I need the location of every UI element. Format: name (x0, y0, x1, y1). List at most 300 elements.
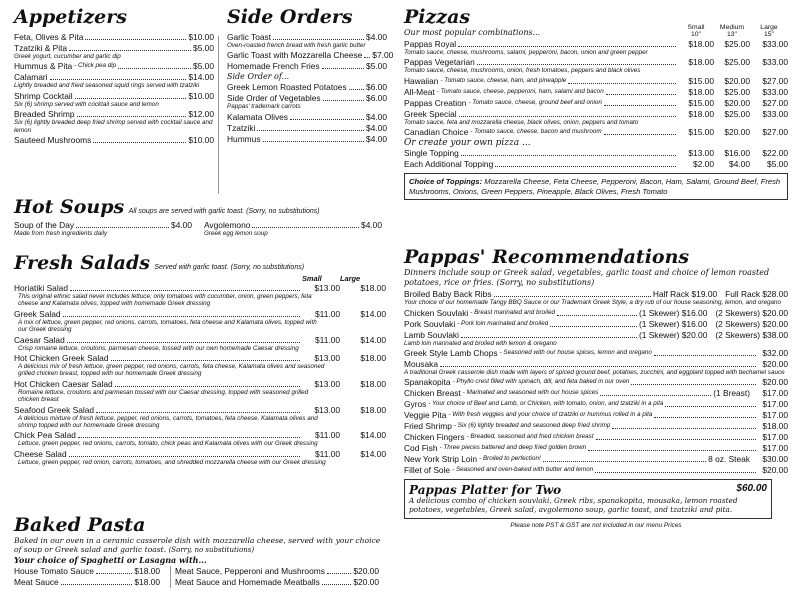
item-price: $10.00 (188, 32, 214, 42)
side-order-subhead: Side Order of... (227, 72, 290, 82)
pizza-item (404, 57, 788, 74)
leader-dots (477, 64, 676, 65)
pizza-price-medium: $4.00 (729, 159, 750, 170)
menu-item (14, 61, 214, 71)
salad-desc: A delicious mix of fresh lettuce, green pepper, red onions, carrots, feta cheese, Kalamata olives and seasoned grilled chicken breast, topped with our homemade Greek dressing (18, 363, 325, 378)
menu-item-row (227, 32, 387, 42)
leader-dots (557, 315, 637, 316)
menu-item-row (14, 109, 214, 119)
item-price: $4.00 (366, 111, 387, 122)
menu-item (227, 32, 387, 49)
menu-item-row (14, 566, 160, 576)
leader-dots (115, 386, 300, 387)
pizza-name: All-Meat (404, 86, 435, 97)
pizza-row (404, 159, 788, 169)
rec-name: Fried Shrimp (404, 421, 452, 432)
pizza-row (404, 39, 788, 49)
salad-name: Horiatiki Salad (14, 283, 68, 293)
leader-dots (459, 116, 676, 117)
leader-dots (118, 68, 191, 69)
rec-option-b: $20.00 (762, 377, 788, 388)
recommendation-item (404, 421, 788, 431)
item-name: Garlic Toast with Mozzarella Cheese (227, 50, 363, 61)
menu-item-row (14, 577, 160, 587)
pizza-name: Greek Special (404, 108, 457, 119)
rec-option-a: (1 Skewer) $20.00 (638, 329, 708, 340)
recommendations-intro: Dinners include soup or Greek salad, vegetables, garlic toast and choice of lemon roasted potatoes, rice or fries. (Sorry, no substitutions) (404, 268, 770, 287)
salad-item (14, 430, 386, 447)
menu-item-row (227, 123, 387, 133)
item-desc: Pappas' trademark carrots (227, 103, 301, 111)
salad-small-price: $13.00 (314, 404, 340, 415)
pizza-item (404, 98, 788, 108)
item-price: $14.00 (188, 72, 214, 83)
leader-dots (461, 337, 637, 338)
menu-item (175, 577, 379, 587)
recommendation-row (404, 359, 788, 369)
leader-dots (604, 105, 676, 106)
salad-small-price: $11.00 (315, 430, 340, 441)
recommendation-row (404, 399, 788, 409)
pizza-item (404, 76, 788, 86)
item-price: $5.00 (193, 61, 214, 72)
leader-dots (543, 461, 706, 462)
rec-inline-desc: - With fresh veggies and your choice of tzatziki or hummus rolled in a pita (448, 411, 653, 419)
recommendation-row (404, 308, 788, 318)
salad-small-price: $13.00 (314, 353, 340, 364)
pizza-price-large: $27.00 (762, 127, 788, 138)
recommendation-item (404, 399, 788, 409)
salad-small-price: $11.00 (315, 308, 340, 319)
item-price: $18.00 (134, 566, 160, 576)
recommendation-row (404, 330, 788, 340)
recommendation-row (404, 410, 788, 420)
rec-option-a: (1 Skewer) $16.00 (638, 318, 708, 329)
right-column (404, 6, 788, 596)
appetizers-section (14, 6, 214, 146)
recommendation-row (404, 443, 788, 453)
pizza-price-medium: $25.00 (724, 57, 750, 68)
rec-option-b: $17.00 (762, 399, 788, 410)
rec-inline-desc: - Six (6) lightly breaded and seasoned deep fried shrimp (453, 422, 611, 430)
leader-dots (568, 83, 676, 84)
leader-dots (596, 439, 756, 440)
menu-item (14, 109, 214, 134)
salad-name: Greek Salad (14, 308, 61, 319)
rec-inline-desc: - Breaded, seasoned and fried chicken breast (466, 433, 594, 441)
size-medium-col: Medium 13" (719, 24, 745, 38)
salad-small-price: $11.00 (315, 448, 340, 459)
salad-large-price: $14.00 (360, 334, 386, 345)
rec-option-b: $18.00 (762, 421, 788, 432)
salad-small-price: $13.00 (314, 378, 340, 389)
salad-desc: A mix of lettuce, green pepper, red onions, carrots, tomatoes, feta cheese and Kalamata olives, topped with our Greek dressing (18, 318, 317, 334)
rec-name: Chicken Souvlaki (404, 307, 469, 318)
item-name: Greek Lemon Roasted Potatoes (227, 82, 347, 93)
pizza-name: Pappas Royal (404, 39, 457, 49)
recommendation-item (404, 377, 788, 387)
leader-dots (665, 406, 756, 407)
salad-desc: This original ethnic salad never includes lettuce; only tomatoes with cucumber, onion, green peppers, feta cheese and Kalamata olives, topped with homemade Greek dressing (18, 293, 312, 308)
item-name: Meat Sauce, Pepperoni and Mushrooms (175, 566, 325, 576)
leader-dots (263, 141, 365, 142)
pizza-desc: Tomato sauce, cheese, mushrooms, onion, fresh tomatoes, peppers and black olives (404, 67, 641, 75)
leader-dots (61, 584, 133, 585)
pizza-name: Hawaiian (404, 75, 439, 86)
rec-desc: Lamb loin marinated and broiled with lemon & oregano (404, 339, 557, 347)
rec-name: New York Strip Loin (404, 454, 478, 465)
menu-item-row (227, 112, 387, 122)
recommendation-item (404, 432, 788, 442)
leader-dots (440, 366, 756, 367)
toppings-list: Mozzarella Cheese, Feta Cheese, Pepperoni, Bacon, Ham, Salami, Ground Beef, Fresh Mushrooms, Onions, Green Peppers, Pineapple, Black Olives, Fresh Tomato (409, 177, 781, 196)
rec-name: Cod Fish (404, 443, 438, 454)
leader-dots (322, 584, 352, 585)
pizza-price-small: $15.00 (688, 75, 714, 86)
pizza-desc: Tomato sauce, cheese, mushrooms, salami, pepperoni, bacon, onion and green pepper (404, 49, 648, 56)
menu-item-row (175, 577, 379, 587)
leader-dots (75, 98, 187, 99)
rec-inline-desc: - Your choice of Beef and Lamb, or Chicken, with tomato, onion, and tzatziki in a pita (428, 400, 664, 408)
rec-option-b: $17.00 (762, 388, 788, 399)
pizza-price-small: $18.00 (688, 39, 714, 49)
item-price: $6.00 (366, 93, 387, 104)
soup-row (204, 220, 382, 230)
rec-name: Greek Style Lamb Chops (404, 348, 498, 358)
recommendation-row (404, 465, 788, 475)
menu-item-row (227, 61, 387, 71)
pizza-name: Canadian Choice (404, 127, 469, 138)
divider (218, 36, 219, 194)
pizza-inline-desc: - Tomato sauce, cheese, ground beef and onion (468, 98, 602, 106)
item-price: $20.00 (353, 577, 379, 587)
pizza-price-medium: $20.00 (724, 127, 750, 138)
item-name: Garlic Toast (227, 32, 272, 42)
pizza-row (404, 127, 788, 137)
recommendation-item (404, 388, 788, 398)
item-price: $5.00 (193, 43, 214, 53)
rec-name: Chicken Breast (404, 388, 461, 399)
leader-dots (69, 50, 191, 51)
pizzas-subtitle: Our most popular combinations... (404, 28, 541, 37)
menu-item (14, 135, 214, 145)
tax-note: Please note PST & GST are not included in our menu Prices (510, 521, 682, 529)
baked-pasta-note: (Sorry, no substitutions) (168, 546, 255, 554)
size-small-col: Small 10" (687, 24, 705, 38)
salad-small-price: $11.00 (315, 334, 340, 345)
recommendation-row (404, 348, 788, 358)
leader-dots (494, 296, 651, 297)
recommendation-item (404, 443, 788, 453)
leader-dots (364, 57, 370, 58)
item-price: $7.00 (372, 50, 394, 61)
salad-desc: Crisp romaine lettuce, croutons, parmesan cheese, tossed with our own homemade Caesar dressing (18, 344, 299, 352)
recommendation-row (404, 289, 788, 299)
pizza-price-large: $5.00 (767, 159, 788, 170)
pizza-price-small: $18.00 (688, 57, 714, 68)
pizza-price-small: $13.00 (688, 148, 714, 159)
rec-option-b: $17.00 (762, 410, 788, 421)
menu-item-row (14, 135, 214, 145)
pizza-price-large: $27.00 (762, 97, 788, 108)
menu-item (14, 43, 214, 60)
salad-desc: Romaine lettuce, croutons and parmesan tossed with our Caesar dressing, topped with seasoned grilled chicken breast (18, 388, 309, 404)
recommendation-item (404, 359, 788, 376)
fresh-salads-title: Fresh Salads (14, 252, 150, 274)
leader-dots (76, 227, 169, 228)
pizza-desc: Tomato sauce, feta and mozzarella cheese, black olives, onion, peppers and tomato (404, 118, 639, 126)
recommendation-item (404, 289, 788, 306)
item-price: $4.00 (366, 133, 387, 144)
pizza-name: Each Additional Topping (404, 159, 494, 170)
rec-name: Lamb Souvlaki (404, 329, 459, 340)
item-name: Shrimp Cocktail (14, 90, 73, 101)
menu-item (227, 134, 387, 144)
leader-dots (78, 437, 300, 438)
pizza-item (404, 127, 788, 137)
leader-dots (96, 573, 132, 574)
pizza-item (404, 39, 788, 56)
platter-title: Pappas Platter for Two (409, 483, 562, 498)
salad-row (14, 379, 386, 389)
rec-option-a: (1 Breast) (713, 388, 750, 399)
fresh-salads-note: Served with garlic toast. (Sorry, no substitutions) (154, 264, 305, 271)
platter-desc: A delicious combo of chicken souvlaki, Greek ribs, spanakopita, mousaka, lemon roasted potatoes, vegetables, Greek salad, avgolemono soup, garlic toast, and tzatziki and pita. (409, 496, 738, 514)
rec-inline-desc: - Broiled to perfection! (479, 455, 541, 463)
salad-size-small: Small (302, 274, 322, 283)
menu-item-row (175, 566, 379, 576)
pizza-price-medium: $16.00 (724, 148, 750, 159)
menu-item (227, 61, 387, 71)
pizza-row (404, 98, 788, 108)
pizza-row (404, 57, 788, 67)
pizza-name: Pappas Creation (404, 97, 467, 108)
platter-box (404, 479, 772, 518)
item-inline-desc: - Chick pea dip (74, 62, 117, 70)
item-name: Tzatziki (227, 122, 256, 133)
pizza-price-small: $2.00 (693, 159, 714, 170)
rec-inline-desc: - Pork loin marinated and broiled (457, 319, 549, 327)
side-orders-title: Side Orders (227, 6, 353, 28)
pizza-price-medium: $25.00 (724, 108, 750, 119)
salad-row (14, 449, 386, 459)
baked-pasta-section (14, 514, 386, 588)
pizza-row (404, 76, 788, 86)
platter-price: $60.00 (736, 483, 767, 495)
pizza-inline-desc: - Tomato sauce, cheese, bacon and mushroom (470, 128, 602, 136)
soup-desc: Greek egg lemon soup (204, 230, 268, 237)
leader-dots (588, 450, 756, 451)
rec-inline-desc: - Seasoned and oven-baked with butter and lemon (452, 466, 594, 474)
pizza-item (404, 87, 788, 97)
hot-soups-title: Hot Soups (14, 196, 125, 218)
rec-option-b: $17.00 (762, 432, 788, 443)
recommendation-item (404, 348, 788, 358)
menu-item-row (14, 43, 214, 53)
leader-dots (595, 472, 756, 473)
pizza-price-large: $33.00 (762, 57, 788, 68)
salad-desc: A delicious mixture of fresh lettuce, pepper, red onions, carrots, tomatoes, feta cheese, Kalamata olives and shrimp topped with our homemade Greek dressing (18, 414, 318, 430)
salad-name: Hot Chicken Greek Salad (14, 353, 109, 364)
menu-item-row (227, 50, 394, 61)
recommendation-row (404, 421, 788, 431)
item-name: Tzatziki & Pita (14, 43, 68, 53)
item-price: $20.00 (353, 566, 379, 576)
leader-dots (85, 39, 186, 40)
rec-desc: Your choice of our homemade Tangy BBQ Sauce or our Trademark Greek Style, a dry rub of our house seasoning, lemon, and oregano (404, 299, 781, 307)
recommendation-row (404, 377, 788, 387)
salad-desc: Lettuce, green pepper, red onions, carrots, tomato, chick peas and Kalamata olives with our Greek dressing (18, 440, 318, 448)
salad-large-price: $18.00 (360, 378, 386, 389)
salad-item (14, 309, 386, 334)
pizza-price-small: $18.00 (688, 86, 714, 97)
leader-dots (50, 79, 187, 80)
leader-dots (604, 134, 676, 135)
menu-item-row (227, 93, 387, 103)
leader-dots (606, 94, 676, 95)
soup-price: $4.00 (361, 220, 382, 230)
recommendations-title: Pappas' Recommendations (404, 246, 690, 268)
leader-dots (612, 428, 756, 429)
recommendation-item (404, 465, 788, 475)
leader-dots (600, 395, 711, 396)
fresh-salads-section (14, 252, 386, 467)
pizza-price-medium: $20.00 (724, 97, 750, 108)
rec-option-a: (1 Skewer) $16.00 (638, 307, 708, 318)
salad-name: Caesar Salad (14, 334, 65, 345)
pizza-name: Single Topping (404, 148, 459, 159)
recommendation-item (404, 330, 788, 347)
item-price: $12.00 (188, 109, 214, 120)
rec-option-b: $20.00 (762, 359, 788, 369)
rec-name: Gyros (404, 399, 427, 410)
rec-option-b: (2 Skewers) $20.00 (715, 318, 788, 329)
toppings-box (404, 173, 788, 200)
rec-inline-desc: - Three pieces battered and deep fried golden brown (439, 444, 587, 452)
rec-option-b: $20.00 (762, 465, 788, 476)
leader-dots (67, 342, 300, 343)
salad-item (14, 449, 386, 466)
menu-item-row (227, 82, 387, 92)
pizza-price-medium: $25.00 (724, 39, 750, 49)
baked-pasta-title: Baked Pasta (14, 514, 146, 536)
salad-size-large: Large (340, 274, 361, 283)
leader-dots (111, 360, 301, 361)
rec-option-b: (2 Skewers) $38.00 (715, 329, 788, 340)
menu-item-row (14, 32, 214, 42)
pizza-price-medium: $25.00 (724, 86, 750, 97)
salad-name: Cheese Salad (14, 448, 67, 459)
leader-dots (69, 456, 300, 457)
pizzas-section (404, 6, 788, 200)
rec-name: Chicken Fingers (404, 432, 465, 443)
rec-inline-desc: - Breast marinated and broiled (470, 308, 555, 316)
pizza-inline-desc: - Tomato sauce, cheese, pepperoni, ham, salami and bacon (436, 87, 604, 95)
item-price: $4.00 (366, 122, 387, 133)
menu-item (227, 93, 387, 110)
menu-item-row (227, 134, 387, 144)
item-name: Side Order of Vegetables (227, 93, 321, 104)
soup-name: Soup of the Day (14, 220, 75, 230)
pizza-row (404, 148, 788, 158)
rec-option-a: 8 oz. Steak (708, 454, 750, 465)
pizza-price-large: $27.00 (762, 75, 788, 86)
leader-dots (322, 68, 364, 69)
leader-dots (461, 155, 676, 156)
leader-dots (63, 316, 300, 317)
left-column (14, 6, 394, 596)
salad-large-price: $18.00 (360, 283, 386, 293)
leader-dots (70, 290, 300, 291)
pizza-item (404, 159, 788, 169)
pizza-price-small: $15.00 (688, 97, 714, 108)
menu-item-row (14, 72, 214, 82)
item-name: Feta, Olives & Pita (14, 32, 84, 42)
soup-price: $4.00 (171, 220, 192, 230)
side-orders-section (227, 6, 394, 145)
baked-pasta-intro: Baked in our oven in a ceramic casserole dish with mozzarella cheese, served with your choice of soup or Greek salad and garlic toast. (14, 536, 381, 554)
leader-dots (349, 89, 364, 90)
salad-small-price: $13.00 (314, 283, 340, 293)
pizza-price-large: $22.00 (762, 148, 788, 159)
leader-dots (96, 412, 300, 413)
salad-row (14, 430, 386, 440)
leader-dots (93, 142, 186, 143)
item-name: Meat Sauce and Homemade Meatballs (175, 577, 320, 587)
recommendations-section (404, 246, 788, 529)
rec-name: Pork Souvlaki (404, 318, 456, 329)
salad-row (14, 405, 386, 415)
item-name: Homemade French Fries (227, 61, 320, 72)
salad-row (14, 283, 386, 293)
recommendation-item (404, 308, 788, 318)
salad-item (14, 405, 386, 430)
menu-item (175, 566, 379, 576)
rec-inline-desc: - Seasoned with our house spices, lemon and oregano (499, 349, 652, 356)
item-name: Breaded Shrimp (14, 109, 75, 120)
rec-inline-desc: - Phyllo crest filled with spinach, dill, and feta baked in our oven (452, 378, 630, 386)
item-name: Hummus & Pita (14, 61, 73, 72)
item-price: $6.00 (366, 82, 387, 93)
item-price: $4.00 (366, 32, 387, 42)
rec-option-b: $17.00 (762, 443, 788, 454)
item-desc: Six (6) shrimp served with cocktail sauce and lemon (14, 100, 159, 108)
leader-dots (273, 39, 364, 40)
salad-row (14, 309, 386, 319)
hot-soups-section (14, 196, 386, 238)
toppings-label: Choice of Toppings: (409, 177, 483, 187)
salad-name: Chick Pea Salad (14, 430, 76, 441)
item-name: House Tomato Sauce (14, 566, 94, 576)
recommendation-item (404, 454, 788, 464)
menu-item (227, 112, 387, 122)
soup-row (14, 220, 192, 230)
item-desc: Six (6) lightly breaded deep fried shrimp served with cocktail sauce and lemon (14, 119, 213, 134)
leader-dots (458, 46, 676, 47)
soup-desc: Made from fresh ingredients daily (14, 230, 108, 237)
menu-item (14, 72, 214, 89)
menu-item (14, 91, 214, 108)
leader-dots (495, 166, 676, 167)
rec-name: Broiled Baby Back Ribs (404, 289, 492, 300)
menu-item (14, 577, 160, 587)
pizza-price-large: $33.00 (762, 39, 788, 49)
rec-name: Veggie Pita (404, 410, 447, 421)
rec-name: Fillet of Sole (404, 465, 451, 476)
item-price: $10.00 (188, 90, 214, 101)
salad-item (14, 335, 386, 352)
rec-inline-desc: - Marinated and seasoned with our house spices (462, 389, 599, 397)
